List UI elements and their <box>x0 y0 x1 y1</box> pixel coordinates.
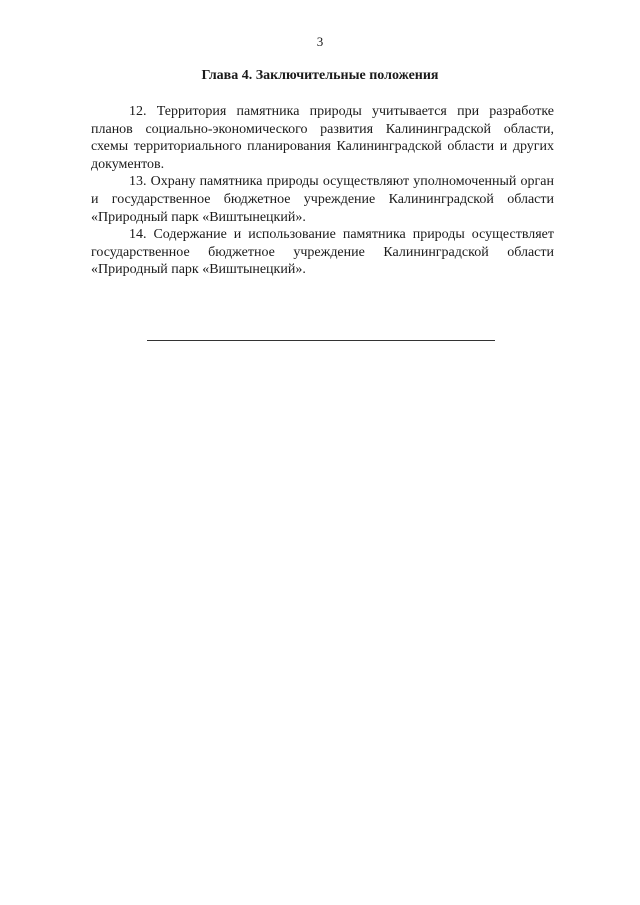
paragraph-13: 13. Охрану памятника природы осуществляют уполномоченный орган и государственное бюджетное учреждение Калининградской области «Природный парк «Виштынецкий». <box>91 174 554 225</box>
paragraph-14: 14. Содержание и использование памятника природы осуществляет государственное бюджетное учреждение Калининградской области «Природный парк «Виштынецкий». <box>91 227 554 278</box>
chapter-title: Глава 4. Заключительные положения <box>201 68 439 83</box>
page-number: 3 <box>316 34 324 49</box>
paragraph-12: 12. Территория памятника природы учитывается при разработке планов социально-экономического развития Калининградской области, схемы территориального планирования Калининградской области и других документов. <box>91 104 554 172</box>
document-body <box>91 103 554 279</box>
closing-rule <box>147 340 495 341</box>
